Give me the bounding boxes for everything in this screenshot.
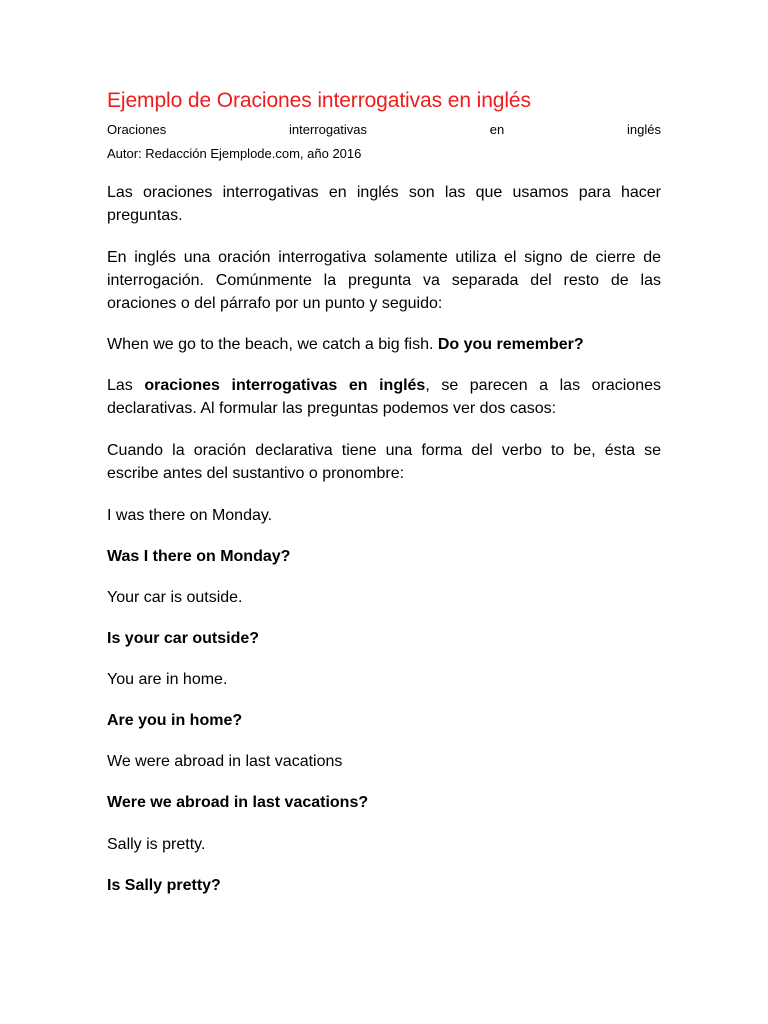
- example-question: Was I there on Monday?: [107, 548, 291, 565]
- document-title: Ejemplo de Oraciones interrogativas en inglés: [107, 89, 531, 112]
- paragraph-to-be: Cuando la oración declarativa tiene una forma del verbo to be, ésta se escribe antes del sustantivo o pronombre:: [107, 442, 661, 482]
- example-question: Is your car outside?: [107, 630, 260, 647]
- subtitle-line: [107, 122, 661, 137]
- subtitle-word: interrogativas: [289, 122, 368, 137]
- example-statement: You are in home.: [107, 671, 228, 688]
- example-statement: Sally is pretty.: [107, 836, 206, 853]
- paragraph-closing-sign: En inglés una oración interrogativa solamente utiliza el signo de cierre de interrogación. Comúnmente la pregunta va separada del resto de las oraciones o del párrafo por un punto y seguido:: [107, 249, 661, 312]
- example-question: Is Sally pretty?: [107, 877, 221, 894]
- subtitle-word: Oraciones: [107, 122, 167, 137]
- subtitle-word: inglés: [627, 122, 661, 137]
- example-question: Were we abroad in last vacations?: [107, 794, 369, 811]
- example-question: Are you in home?: [107, 712, 243, 729]
- example-statement: We were abroad in last vacations: [107, 753, 343, 770]
- paragraph-text: Las: [107, 377, 145, 394]
- paragraph-declarative: [107, 374, 661, 420]
- author-line: Autor: Redacción Ejemplode.com, año 2016: [107, 146, 362, 161]
- example-statement: I was there on Monday.: [107, 507, 273, 524]
- paragraph-example-sentence: [107, 333, 661, 356]
- example-statement: Your car is outside.: [107, 589, 243, 606]
- example-question-bold: Do you remember?: [437, 336, 584, 353]
- example-sentence-text: When we go to the beach, we catch a big fish.: [107, 336, 438, 353]
- subtitle-word: en: [489, 122, 505, 137]
- paragraph-text: , se parecen a las oraciones declarativas. Al formular las preguntas podemos ver dos casos:: [107, 377, 661, 417]
- paragraph-intro: Las oraciones interrogativas en inglés son las que usamos para hacer preguntas.: [107, 184, 661, 224]
- paragraph-bold-term: oraciones interrogativas en inglés: [144, 377, 426, 394]
